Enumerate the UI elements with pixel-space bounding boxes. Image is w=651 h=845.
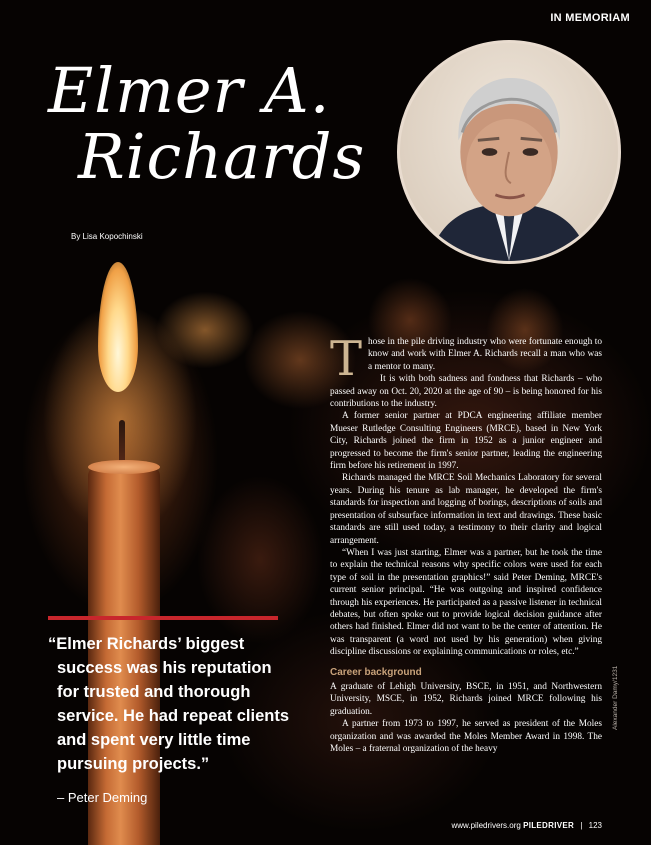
page-footer [451,821,602,830]
lead-paragraph [330,331,602,387]
paragraph: A former senior partner at PDCA engineering affiliate member Mueser Rutledge Consulting Engineers (MRCE), based in New York City, Richards joined the firm in 1952 as a junior engineer and progressed to become the firm's senior partner, leading the engineering firm before his retirement in 1997. [330,411,602,472]
paragraph: “When I was just starting, Elmer was a partner, but he took the time to explain the technical reasons why specific colors were used for each type of soil in the presentation graphics!” said Peter Deming, MRCE's current senior principal. “He was outgoing and inspired confidence through his experiences. He participated as a passive listener in technical debates, but often spoke out to provide logical decision guidance after others had finished. Elmer did not want to be the center of attention. He was transparent (a word not used by his generation) when giving discipline discussions or explaining communications or roles, etc.” [330,547,602,658]
paragraph: Richards managed the MRCE Soil Mechanics Laboratory for several years. During his tenure as lab manager, he developed the firm's standards for inspection and logging of borings, descriptions of soils and presentation of subsurface information in text and drawings. These basic standards are still used today, a testimony to their clarity and logical arrangement. [330,473,602,546]
footer-separator: | [580,821,583,830]
article-body [330,331,602,755]
title-line-2: Richards [78,120,366,193]
section-label: IN MEMORIAM [550,12,630,24]
subhead-career-background: Career background [330,666,422,678]
lead-text: hose in the pile driving industry who were fortunate enough to know and work with Elmer A. Richards recall a man who was a mentor to many. [368,337,602,372]
paragraph: A partner from 1973 to 1997, he served as president of the Moles organization and was awarded the Moles Member Award in 1998. The Moles – a fraternal organization of the heavy [330,719,602,754]
pull-quote-rule [48,616,278,620]
article-title [48,54,408,193]
paragraph: It is with both sadness and fondness that Richards – who passed away on Oct. 20, 2020 at the age of 90 – is being honored for his contributions to the industry. [330,374,602,410]
paragraph: A graduate of Lehigh University, BSCE, in 1951, and Northwestern University, MSCE, in 1952, Richards joined MRCE following his graduation. [330,681,602,717]
candle-flame [98,262,138,392]
portrait-illustration [400,43,618,261]
title-line-1: Elmer A. [48,54,331,127]
byline: By Lisa Kopochinski [71,232,143,241]
drop-cap: T [330,331,363,387]
photo-credit: Alexander Damy/1231 [612,665,619,730]
pull-quote: “Elmer Richards’ biggest success was his reputation for trusted and thorough service. He had repeat clients and spent very little time pursuing projects.” [48,635,290,773]
footer-url: www.piledrivers.org [451,821,521,830]
footer-publication: PILEDRIVER [523,821,575,830]
page-number: 123 [588,821,602,830]
portrait-photo [397,40,621,264]
pull-quote-attribution: – Peter Deming [57,790,148,805]
